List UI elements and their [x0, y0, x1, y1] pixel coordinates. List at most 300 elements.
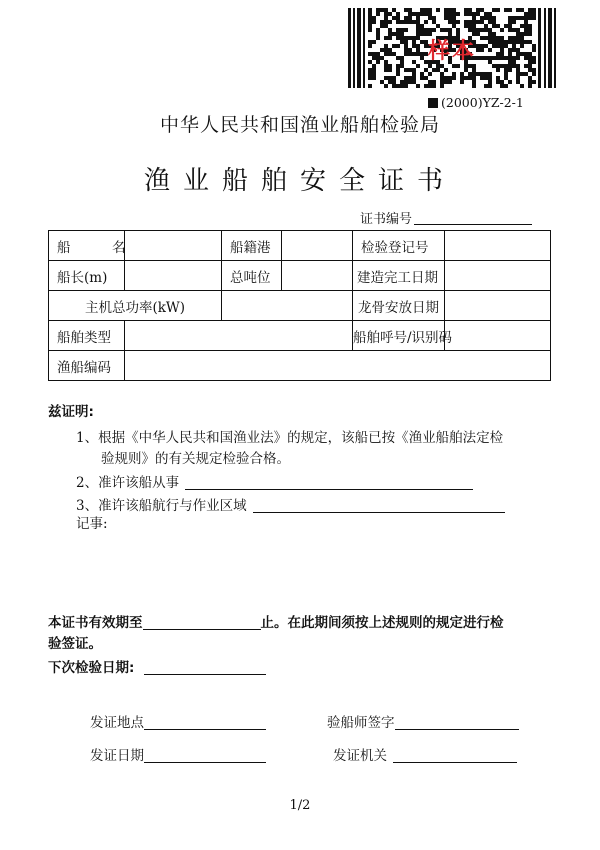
tonnage-label: 总吨位 [222, 261, 282, 291]
barcode-cell [484, 12, 488, 16]
barcode-cell [376, 28, 380, 32]
barcode-cell [440, 28, 444, 32]
barcode-cell [520, 72, 524, 76]
issue-date-field [90, 744, 266, 764]
barcode-cell [524, 72, 528, 76]
barcode-cell [396, 84, 400, 88]
barcode-cell [488, 80, 492, 84]
barcode-cell [524, 28, 528, 32]
barcode-cell [368, 20, 372, 24]
barcode-cell [440, 84, 444, 88]
barcode-cell [396, 68, 400, 72]
barcode-cell [444, 8, 448, 12]
barcode-cell [492, 24, 496, 28]
barcode-cell [412, 68, 416, 72]
barcode-cell [408, 20, 412, 24]
barcode-cell [404, 8, 408, 12]
barcode-cell [532, 80, 536, 84]
barcode-cell [440, 72, 444, 76]
barcode-cell [444, 28, 448, 32]
barcode-cell [516, 8, 520, 12]
barcode-cell [500, 28, 504, 32]
issue-place-blank[interactable] [144, 715, 266, 730]
barcode-cell [504, 24, 508, 28]
barcode-cell [404, 28, 408, 32]
ship-name-label: 船 名 [49, 231, 125, 261]
barcode-cell [408, 76, 412, 80]
barcode-cell [516, 72, 520, 76]
certificate-number-field[interactable] [360, 208, 532, 227]
barcode-cell [524, 20, 528, 24]
barcode-cell [472, 16, 476, 20]
barcode-cell [480, 72, 484, 76]
port-label: 船籍港 [222, 231, 282, 261]
barcode-cell [472, 68, 476, 72]
keel-date-value[interactable] [445, 291, 551, 321]
barcode-cell [420, 12, 424, 16]
barcode-cell [480, 16, 484, 20]
barcode-cell [480, 20, 484, 24]
barcode-cell [464, 68, 468, 72]
barcode-cell [516, 80, 520, 84]
barcode-cell [532, 8, 536, 12]
barcode-cell [412, 80, 416, 84]
barcode-cell [424, 12, 428, 16]
reg-no-value[interactable] [445, 231, 551, 261]
item1-line1: 1、根据《中华人民共和国渔业法》的规定，该船已按《渔业船舶法定检 [76, 430, 504, 446]
barcode-cell [516, 16, 520, 20]
barcode-cell [448, 80, 452, 84]
barcode-cell [528, 80, 532, 84]
barcode-cell [408, 16, 412, 20]
fishing-no-value[interactable] [125, 351, 551, 381]
barcode-cell [384, 76, 388, 80]
barcode-cell [488, 20, 492, 24]
barcode-cell [484, 24, 488, 28]
barcode-cell [516, 68, 520, 72]
item2-field [76, 471, 473, 491]
barcode-cell [416, 12, 420, 16]
ship-type-value[interactable] [125, 321, 353, 351]
barcode-cell [528, 12, 532, 16]
engine-power-label: 主机总功率(kW) [49, 291, 222, 321]
barcode-cell [428, 12, 432, 16]
barcode-cell [520, 84, 524, 88]
barcode-cell [532, 72, 536, 76]
barcode-cell [460, 80, 464, 84]
barcode-cell [456, 12, 460, 16]
barcode-cell [388, 68, 392, 72]
barcode-cell [380, 80, 384, 84]
page-title: 渔业船舶安全证书 [143, 166, 456, 196]
barcode-cell [484, 16, 488, 20]
barcode-cell [420, 72, 424, 76]
barcode-cell [504, 68, 508, 72]
barcode-cell [484, 28, 488, 32]
barcode-cell [408, 12, 412, 16]
barcode-cell [448, 76, 452, 80]
barcode-cell [488, 84, 492, 88]
barcode-cell [368, 16, 372, 20]
barcode-cell [380, 8, 384, 12]
barcode-cell [416, 28, 420, 32]
barcode-cell [396, 28, 400, 32]
barcode-cell [460, 72, 464, 76]
ship-type-label: 船舶类型 [49, 321, 125, 351]
barcode-cell [420, 28, 424, 32]
barcode-cell [472, 72, 476, 76]
barcode-cell [504, 84, 508, 88]
barcode-cell [400, 84, 404, 88]
barcode-cell [496, 76, 500, 80]
barcode-cell [376, 12, 380, 16]
barcode-cell [472, 28, 476, 32]
issuing-authority-field [333, 744, 517, 764]
barcode-cell [416, 20, 420, 24]
barcode-cell [464, 76, 468, 80]
barcode-cell [428, 16, 432, 20]
barcode-cell [372, 76, 376, 80]
barcode-cell [380, 24, 384, 28]
barcode-cell [532, 68, 536, 72]
barcode-cell [500, 84, 504, 88]
barcode-cell [424, 20, 428, 24]
issue-place-field [90, 711, 266, 731]
barcode-cell [368, 84, 372, 88]
barcode-cell [524, 12, 528, 16]
barcode-cell [424, 28, 428, 32]
barcode-cell [484, 84, 488, 88]
barcode-cell [464, 8, 468, 12]
barcode-cell [500, 80, 504, 84]
barcode-cell [488, 28, 492, 32]
barcode-cell [508, 24, 512, 28]
barcode-cell [472, 24, 476, 28]
barcode-cell [452, 8, 456, 12]
remarks-label: 记事: [76, 516, 108, 532]
barcode-cell [424, 84, 428, 88]
fishing-no-label: 渔船编码 [49, 351, 125, 381]
length-label: 船长(m) [49, 261, 125, 291]
barcode-cell [464, 20, 468, 24]
barcode-cell [448, 12, 452, 16]
issue-date-blank[interactable] [144, 748, 266, 763]
barcode-cell [404, 84, 408, 88]
barcode-cell [468, 8, 472, 12]
issue-date-label: 发证日期 [90, 748, 144, 764]
barcode-cell [472, 80, 476, 84]
barcode-cell [476, 8, 480, 12]
barcode-cell [488, 12, 492, 16]
barcode-cell [488, 72, 492, 76]
built-date-label: 建造完工日期 [353, 261, 445, 291]
barcode-cell [452, 16, 456, 20]
barcode-cell [472, 12, 476, 16]
item2-label: 2、准许该船从事 [76, 475, 180, 491]
hereby-heading: 兹证明: [48, 404, 94, 420]
barcode-cell [468, 12, 472, 16]
barcode-cell [432, 84, 436, 88]
barcode-cell [480, 76, 484, 80]
barcode-cell [520, 16, 524, 20]
barcode-cell [388, 28, 392, 32]
barcode-cell [512, 28, 516, 32]
barcode-cell [508, 20, 512, 24]
barcode-cell [524, 16, 528, 20]
barcode-cell [440, 76, 444, 80]
barcode-cell [504, 76, 508, 80]
barcode-cell [412, 12, 416, 16]
barcode-cell [528, 28, 532, 32]
barcode-cell [488, 76, 492, 80]
validity-line2: 验签证。 [48, 636, 102, 652]
tonnage-value[interactable] [282, 261, 353, 291]
barcode-cell [508, 80, 512, 84]
barcode-cell [408, 80, 412, 84]
barcode-cell [428, 8, 432, 12]
barcode-cell [508, 68, 512, 72]
barcode-cell [416, 84, 420, 88]
barcode-cell [452, 24, 456, 28]
item3-label: 3、准许该船航行与作业区域 [76, 498, 247, 514]
barcode-cell [516, 28, 520, 32]
barcode-cell [368, 76, 372, 80]
barcode-cell [476, 12, 480, 16]
issuing-authority-blank[interactable] [393, 748, 517, 763]
engine-power-value[interactable] [222, 291, 353, 321]
next-inspection-field [48, 656, 266, 676]
barcode-cell [496, 24, 500, 28]
barcode-cell [520, 8, 524, 12]
barcode-cell [436, 24, 440, 28]
issue-place-label: 发证地点 [90, 715, 144, 731]
barcode-cell [420, 76, 424, 80]
barcode-cell [392, 8, 396, 12]
barcode-cell [432, 16, 436, 20]
barcode-cell [368, 12, 372, 16]
barcode-cell [384, 8, 388, 12]
barcode-cell [396, 72, 400, 76]
barcode-cell [400, 80, 404, 84]
barcode-cell [508, 16, 512, 20]
barcode-cell [408, 68, 412, 72]
barcode-cell [516, 76, 520, 80]
barcode-cell [376, 8, 380, 12]
barcode-cell [460, 76, 464, 80]
barcode-cell [420, 8, 424, 12]
barcode-cell [404, 80, 408, 84]
barcode-cell [368, 72, 372, 76]
barcode-cell [512, 16, 516, 20]
barcode-cell [428, 84, 432, 88]
barcode-cell [484, 72, 488, 76]
barcode-cell [456, 20, 460, 24]
barcode-cell [368, 24, 372, 28]
inspector-signature-label: 验船师签字 [327, 715, 395, 731]
barcode-cell [368, 68, 372, 72]
barcode-cell [416, 16, 420, 20]
barcode-cell [400, 28, 404, 32]
barcode-cell [404, 16, 408, 20]
next-inspection-label: 下次检验日期: [48, 660, 135, 676]
barcode-cell [488, 16, 492, 20]
barcode-cell [464, 24, 468, 28]
barcode-cell [416, 24, 420, 28]
barcode-cell [520, 24, 524, 28]
barcode-cell [432, 68, 436, 72]
barcode-cell [412, 76, 416, 80]
built-date-value[interactable] [445, 261, 551, 291]
barcode-cell [528, 68, 532, 72]
barcode-cell [476, 72, 480, 76]
callsign-value[interactable] [445, 321, 551, 351]
validity-date-blank[interactable] [143, 615, 261, 630]
barcode-cell [464, 12, 468, 16]
barcode-cell [492, 20, 496, 24]
barcode-cell [512, 20, 516, 24]
barcode-cell [528, 76, 532, 80]
barcode-cell [508, 8, 512, 12]
barcode-cell [452, 12, 456, 16]
qr-barcode [348, 8, 556, 88]
barcode-cell [400, 20, 404, 24]
barcode-cell [468, 20, 472, 24]
barcode-cell [448, 20, 452, 24]
barcode-cell [368, 8, 372, 12]
barcode-cell [472, 84, 476, 88]
barcode-cell [372, 20, 376, 24]
barcode-cell [436, 68, 440, 72]
barcode-cell [496, 8, 500, 12]
barcode-cell [452, 72, 456, 76]
barcode-cell [432, 28, 436, 32]
barcode-cell [388, 20, 392, 24]
validity-line1 [48, 611, 504, 631]
barcode-cell [436, 8, 440, 12]
barcode-cell [452, 20, 456, 24]
issuing-authority-label: 发证机关 [333, 748, 387, 764]
validity-suffix: 止。在此期间须按上述规则的规定进行检 [260, 615, 504, 631]
barcode-cell [468, 28, 472, 32]
barcode-cell [444, 16, 448, 20]
barcode-cell [372, 72, 376, 76]
barcode-cell [480, 28, 484, 32]
item2-blank[interactable] [185, 475, 473, 490]
barcode-cell [368, 28, 372, 32]
barcode-cell [432, 20, 436, 24]
sample-stamp: 样本 [427, 38, 476, 64]
barcode-cell [384, 84, 388, 88]
barcode-cell [396, 20, 400, 24]
port-value[interactable] [282, 231, 353, 261]
barcode-cell [412, 20, 416, 24]
form-code [428, 95, 524, 110]
barcode-cell [384, 24, 388, 28]
certificate-number-blank[interactable] [414, 212, 532, 225]
barcode-cell [408, 8, 412, 12]
item3-blank[interactable] [253, 498, 505, 513]
barcode-cell [412, 72, 416, 76]
length-value[interactable] [125, 261, 222, 291]
page-number: 1/2 [289, 798, 311, 813]
barcode-cell [424, 76, 428, 80]
bureau-name: 中华人民共和国渔业船舶检验局 [159, 114, 440, 136]
next-inspection-blank[interactable] [144, 660, 266, 675]
barcode-cell [456, 28, 460, 32]
barcode-cell [384, 20, 388, 24]
barcode-cell [480, 8, 484, 12]
barcode-cell [472, 20, 476, 24]
barcode-cell [532, 12, 536, 16]
item1-line2: 验规则》的有关规定检验合格。 [101, 451, 290, 467]
barcode-cell [384, 68, 388, 72]
barcode-cell [468, 76, 472, 80]
ship-info-table [48, 230, 551, 381]
barcode-cell [504, 8, 508, 12]
barcode-cell [448, 28, 452, 32]
barcode-cell [372, 16, 376, 20]
barcode-cell [404, 68, 408, 72]
barcode-cell [444, 68, 448, 72]
barcode-cell [528, 24, 532, 28]
barcode-cell [532, 16, 536, 20]
barcode-cell [440, 80, 444, 84]
barcode-cell [392, 16, 396, 20]
black-square-icon [428, 98, 438, 108]
barcode-cell [428, 80, 432, 84]
barcode-cell [508, 28, 512, 32]
barcode-cell [384, 12, 388, 16]
barcode-cell [496, 80, 500, 84]
barcode-cell [392, 80, 396, 84]
inspector-signature-blank[interactable] [395, 715, 519, 730]
barcode-cell [392, 84, 396, 88]
barcode-cell [468, 24, 472, 28]
barcode-cell [484, 76, 488, 80]
barcode-cell [524, 24, 528, 28]
barcode-cell [492, 8, 496, 12]
barcode-cell [504, 72, 508, 76]
barcode-cell [420, 24, 424, 28]
barcode-cell [384, 16, 388, 20]
keel-date-label: 龙骨安放日期 [353, 291, 445, 321]
barcode-cell [428, 28, 432, 32]
barcode-cell [396, 16, 400, 20]
barcode-cell [528, 84, 532, 88]
barcode-cell [444, 80, 448, 84]
form-code-text: (2000)YZ-2-1 [441, 95, 524, 110]
barcode-cell [404, 76, 408, 80]
barcode-cell [428, 72, 432, 76]
callsign-label: 船舶呼号/识别码 [353, 321, 445, 351]
barcode-cell [424, 8, 428, 12]
barcode-cell [444, 76, 448, 80]
barcode-cell [432, 80, 436, 84]
barcode-cell [404, 20, 408, 24]
barcode-cell [528, 8, 532, 12]
barcode-cell [468, 72, 472, 76]
barcode-cell [452, 76, 456, 80]
inspector-signature-field [327, 711, 519, 731]
certificate-number-label: 证书编号 [360, 212, 413, 227]
barcode-cell [388, 76, 392, 80]
barcode-cell [448, 8, 452, 12]
barcode-cell [476, 28, 480, 32]
barcode-cell [496, 68, 500, 72]
barcode-cell [444, 12, 448, 16]
reg-no-label: 检验登记号 [353, 231, 445, 261]
barcode-cell [380, 20, 384, 24]
